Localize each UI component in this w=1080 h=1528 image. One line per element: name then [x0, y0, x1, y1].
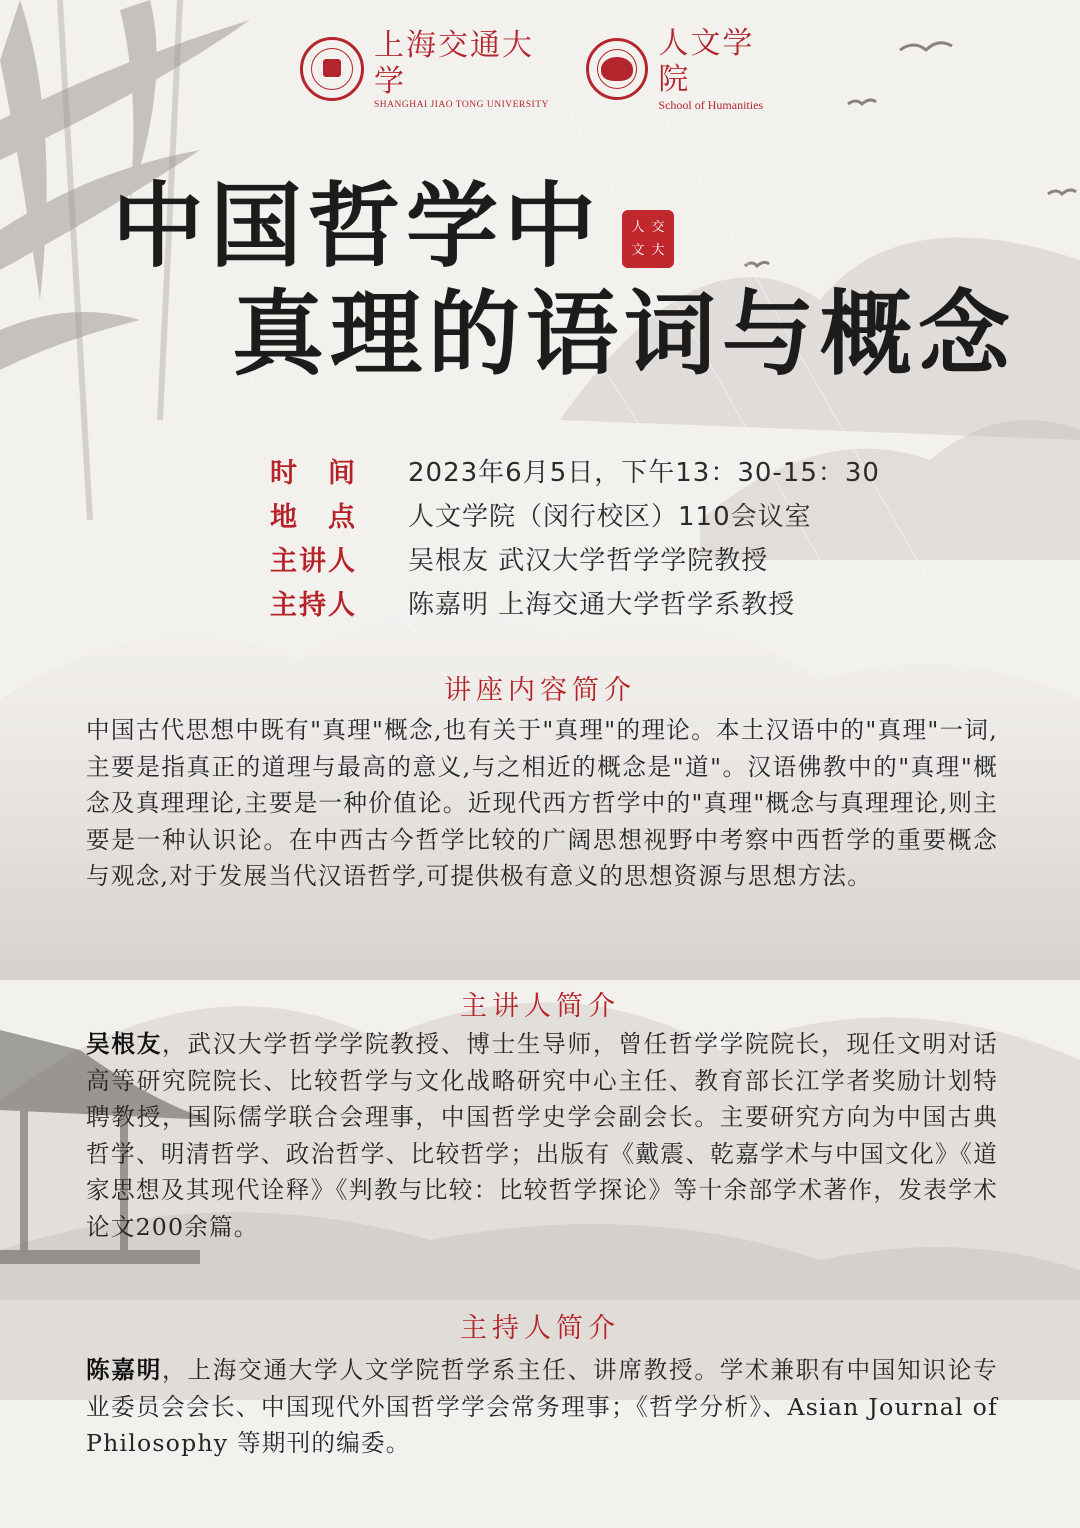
- info-row-speaker: [270, 536, 970, 580]
- stamp-char: 大: [651, 242, 665, 258]
- sjtu-name-en: SHANGHAI JIAO TONG UNIVERSITY: [374, 100, 549, 110]
- humanities-name-en: School of Humanities: [658, 97, 764, 112]
- speaker-name: 吴根友: [86, 1030, 163, 1058]
- stamp-char: 交: [651, 219, 665, 235]
- host-intro-heading: 主持人简介: [460, 1313, 620, 1344]
- info-label: 时 间: [270, 457, 357, 489]
- lecture-intro-heading: 讲座内容简介: [444, 675, 636, 706]
- sjtu-logo: [374, 28, 556, 110]
- info-label: 主持人: [270, 589, 357, 621]
- info-label: 地 点: [270, 501, 357, 533]
- info-value: 陈嘉明 上海交通大学哲学系教授: [408, 589, 796, 620]
- speaker-intro-heading: 主讲人简介: [460, 991, 620, 1022]
- host-intro-body: [86, 1352, 998, 1462]
- event-info: [270, 448, 970, 624]
- info-row-host: [270, 580, 970, 624]
- info-label: 主讲人: [270, 545, 357, 577]
- stamp-char: 人: [631, 219, 645, 235]
- lecture-intro-body: 中国古代思想中既有"真理"概念,也有关于"真理"的理论。本土汉语中的"真理"一词,主要是指真正的道理与最高的意义,与之相近的概念是"道"。汉语佛教中的"真理"概念及真理理论,主要是一种价值论。近现代西方哲学中的"真理"概念与真理理论,则主要是一种认识论。在中西古今哲学比较的广阔思想视野中考察中西哲学的重要概念与观念,对于发展当代汉语哲学,可提供极有意义的思想资源与思想方法。: [86, 716, 998, 890]
- info-row-location: [270, 492, 970, 536]
- host-bio: ，上海交通大学人文学院哲学系主任、讲席教授。学术兼职有中国知识论专业委员会会长、中国现代外国哲学学会常务理事；《哲学分析》、Asian Journal of Philosophy 等期刊的编委。: [86, 1356, 998, 1457]
- info-value: 人文学院（闵行校区）110会议室: [408, 501, 812, 532]
- header-logos: [300, 25, 780, 112]
- speaker-bio: ，武汉大学哲学学院教授、博士生导师，曾任哲学学院院长，现任文明对话高等研究院院长、比较哲学与文化战略研究中心主任、教育部长江学者奖励计划特聘教授，国际儒学联合会理事，中国哲学史学会副会长。主要研究方向为中国古典哲学、明清哲学、政治哲学、比较哲学；出版有《戴震、乾嘉学术与中国文化》《道家思想及其现代诠释》《判教与比较：比较哲学探论》等十余部学术著作，发表学术论文200余篇。: [86, 1030, 998, 1241]
- info-row-time: [270, 448, 970, 492]
- sjtu-name-cn: 上海交通大学: [374, 28, 534, 99]
- humanities-name-cn: 人文学院: [658, 25, 755, 97]
- host-name: 陈嘉明: [86, 1356, 163, 1384]
- seal-stamp: [622, 210, 674, 268]
- humanities-seal-icon: [586, 38, 648, 100]
- info-value: 2023年6月5日，下午13：30-15：30: [408, 457, 880, 488]
- title-line-2: 真理的语词与概念: [232, 280, 1017, 388]
- sjtu-seal-icon: [300, 37, 364, 101]
- info-value: 吴根友 武汉大学哲学学院教授: [408, 545, 769, 576]
- humanities-logo: [658, 26, 780, 113]
- stamp-char: 文: [631, 242, 645, 258]
- speaker-intro-body: [86, 1026, 998, 1245]
- title-line-1: 中国哲学中: [112, 172, 603, 280]
